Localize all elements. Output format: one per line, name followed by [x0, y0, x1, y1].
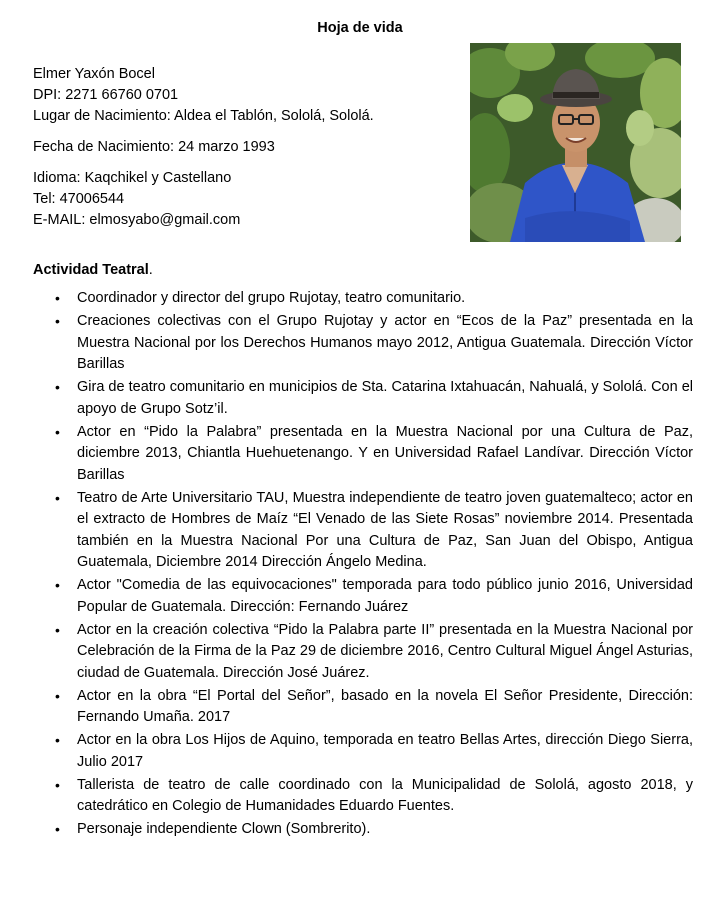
- section-title: Actividad Teatral: [33, 262, 149, 278]
- list-item-text: Actor en “Pido la Palabra” presentada en la Muestra Nacional por una Cultura de Paz, diciembre 2013, Chiantla Huehuetenango. Y en Universidad Rafael Landívar. Dirección Víctor Barillas: [77, 423, 693, 483]
- list-item: [33, 775, 693, 818]
- bullet-icon: •: [55, 423, 60, 440]
- list-item-text: Creaciones colectivas con el Grupo Rujotay y actor en “Ecos de la Paz” presentada en la Muestra Nacional por los Derechos Humanos mayo 2012, Antigua Guatemala. Dirección Víctor Barillas: [77, 313, 693, 372]
- activity-list: [33, 288, 693, 842]
- list-item-text: Actor "Comedia de las equivocaciones" temporada para todo público junio 2016, Universidad Popular de Guatemala. Dirección: Fernando Juárez: [77, 577, 693, 615]
- email-line: E-MAIL: elmosyabo@gmail.com: [33, 212, 241, 228]
- list-item: [33, 575, 693, 618]
- list-item-text: Coordinador y director del grupo Rujotay, teatro comunitario.: [77, 290, 466, 306]
- profile-photo: [470, 43, 681, 242]
- birthdate-line: Fecha de Nacimiento: 24 marzo 1993: [33, 139, 275, 155]
- bullet-icon: •: [55, 776, 60, 793]
- phone-line: Tel: 47006544: [33, 191, 125, 207]
- list-item: [33, 620, 693, 685]
- list-item-text: Tallerista de teatro de calle coordinado con la Municipalidad de Sololá, agosto 2018, y catedrático en Colegio de Humanidades Eduardo Fuentes.: [77, 776, 693, 814]
- bullet-icon: •: [55, 821, 60, 837]
- list-item: [33, 686, 693, 729]
- list-item: [33, 819, 693, 841]
- list-item: [33, 730, 693, 773]
- document-title: Hoja de vida: [317, 20, 403, 36]
- personal-info: [33, 64, 374, 231]
- bullet-icon: •: [55, 290, 60, 306]
- bullet-icon: •: [55, 577, 60, 593]
- bullet-icon: •: [55, 621, 60, 638]
- person-name: Elmer Yaxón Bocel: [33, 66, 155, 82]
- dpi-line: DPI: 2271 66760 0701: [33, 87, 179, 103]
- bullet-icon: •: [55, 379, 60, 395]
- section-heading: [33, 262, 153, 278]
- languages-line: Idioma: Kaqchikel y Castellano: [33, 170, 232, 186]
- bullet-icon: •: [55, 313, 60, 329]
- list-item-text: Gira de teatro comunitario en municipios de Sta. Catarina Ixtahuacán, Nahualá, y Sololá. Con el apoyo de Grupo Sotz’il.: [77, 379, 693, 417]
- bullet-icon: •: [55, 732, 60, 748]
- birthplace-line: Lugar de Nacimiento: Aldea el Tablón, Sololá, Sololá.: [33, 108, 374, 124]
- list-item: [33, 377, 693, 420]
- list-item: [33, 311, 693, 376]
- list-item-text: Actor en la obra “El Portal del Señor”, basado en la novela El Señor Presidente, Dirección: Fernando Umaña. 2017: [77, 687, 693, 725]
- list-item-text: Teatro de Arte Universitario TAU, Muestra independiente de teatro joven guatemalteco; actor en el extracto de Hombres de Maíz “El Venado de las Siete Rosas” noviembre 2014. Presentada también en la Muestra Nacional Por una Cultura de Paz, San Juan del Obispo, Antigua Guatemala, Diciembre 2014 Dirección Ángelo Medina.: [77, 489, 693, 570]
- list-item-text: Actor en la creación colectiva “Pido la Palabra parte II” presentada en la Muestra Nacional por Celebración de la Firma de la Paz 29 de diciembre 2016, Centro Cultural Miguel Ángel Asturias, ciudad de Guatemala. Dirección José Juárez.: [77, 621, 693, 681]
- bullet-icon: •: [55, 687, 60, 704]
- section-title-period: .: [148, 262, 153, 278]
- list-item: [33, 488, 693, 574]
- list-item-text: Actor en la obra Los Hijos de Aquino, temporada en teatro Bellas Artes, dirección Diego Sierra, Julio 2017: [77, 732, 693, 770]
- list-item: [33, 288, 693, 310]
- list-item-text: Personaje independiente Clown (Sombrerito).: [77, 821, 371, 837]
- list-item: [33, 422, 693, 487]
- bullet-icon: •: [55, 489, 60, 506]
